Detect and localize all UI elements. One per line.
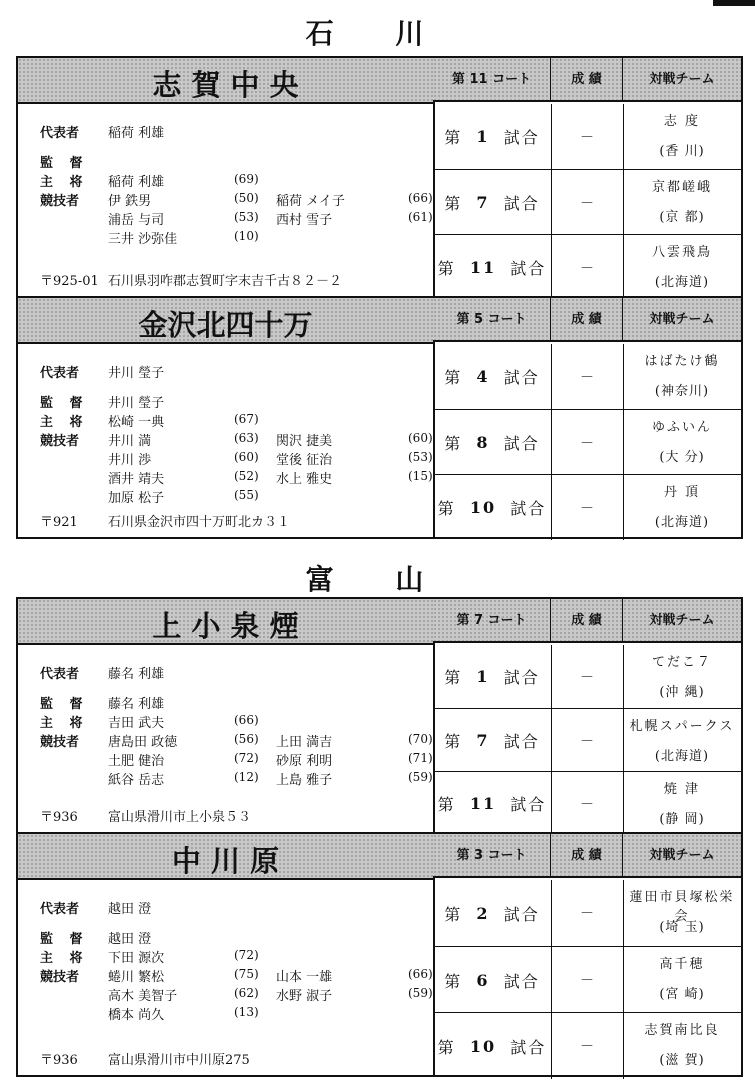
address: 富山県滑川市上小泉５３ <box>108 810 252 825</box>
team-info <box>18 58 435 298</box>
player-age: (53) <box>408 450 433 464</box>
postal-code: 〒936 <box>40 810 78 825</box>
opponent-prefecture: (神奈川) <box>654 384 710 399</box>
player-age: (66) <box>408 191 433 205</box>
match-suffix: 試合 <box>503 971 540 991</box>
team-name-banner <box>18 834 433 880</box>
player-age: (63) <box>234 431 259 445</box>
team-block <box>16 56 743 298</box>
opponent-cell <box>623 709 741 772</box>
match-number <box>433 475 552 540</box>
opponent-prefecture: (滋 賀) <box>659 1053 705 1068</box>
representative-name: 稲荷 利雄 <box>108 126 165 141</box>
player-age: (50) <box>234 191 259 205</box>
player-age: (55) <box>234 488 259 502</box>
players-label: 競技者 <box>40 194 80 209</box>
player-age: (59) <box>408 986 433 1000</box>
match-no: 7 <box>476 193 490 212</box>
representative-name: 井川 瑩子 <box>108 366 165 381</box>
captain-age: (67) <box>234 412 259 426</box>
opponent-prefecture: (埼 玉) <box>659 920 705 935</box>
opponent-header: 対戦チーム <box>623 834 741 878</box>
captain-label: 主 将 <box>40 716 89 731</box>
match-number <box>433 1013 552 1079</box>
captain-age: (72) <box>234 948 259 962</box>
coach-label: 監 督 <box>40 396 89 411</box>
match-number <box>433 645 552 708</box>
opponent-team: 札幌スパークス <box>629 719 735 734</box>
players-label: 競技者 <box>40 735 80 750</box>
court-header: 第 3 コート <box>433 834 551 878</box>
team-name: 中 川 原 <box>171 844 280 878</box>
captain-name: 吉田 武夫 <box>108 716 165 731</box>
postal-code: 〒925-01 <box>40 274 99 289</box>
match-no: 1 <box>476 127 490 146</box>
coach-name: 井川 瑩子 <box>108 396 165 411</box>
captain-name: 松崎 一典 <box>108 415 165 430</box>
captain-name: 稲荷 利雄 <box>108 175 165 190</box>
match-result: － <box>551 645 624 708</box>
match-prefix: 第 <box>444 668 463 687</box>
coach-label: 監 督 <box>40 932 89 947</box>
match-row <box>433 946 741 1013</box>
match-table <box>433 58 741 298</box>
team-name: 上 小 泉 煙 <box>152 609 299 643</box>
player-age: (12) <box>234 770 259 784</box>
match-result: － <box>551 235 624 300</box>
player-name: 井川 満 <box>108 434 152 449</box>
player-name: 唐島田 政徳 <box>108 735 178 750</box>
opponent-prefecture: (沖 縄) <box>659 685 705 700</box>
team-name-banner <box>18 298 433 344</box>
prefecture-heading-ishikawa: 石 川 <box>305 17 450 50</box>
result-header: 成 績 <box>551 834 623 878</box>
coach-name: 越田 澄 <box>108 932 152 947</box>
opponent-cell <box>623 880 741 946</box>
captain-label: 主 将 <box>40 175 89 190</box>
address: 石川県羽咋郡志賀町字末吉千古８２－２ <box>108 274 343 289</box>
match-number <box>433 344 552 409</box>
match-row <box>433 880 741 946</box>
player-name: 堂後 征治 <box>276 453 333 468</box>
match-no: 1 <box>476 667 490 686</box>
team-info <box>18 599 435 834</box>
coach-name: 藤名 利雄 <box>108 697 165 712</box>
team-info <box>18 834 435 1075</box>
player-age: (13) <box>234 1005 259 1019</box>
opponent-team: はばたけ鶴 <box>644 354 720 369</box>
player-name: 浦岳 与司 <box>108 213 165 228</box>
match-no: 2 <box>476 903 490 923</box>
opponent-cell <box>623 344 741 409</box>
match-suffix: 試合 <box>503 668 540 687</box>
match-number <box>433 880 552 946</box>
match-number <box>433 104 552 169</box>
match-result: － <box>551 880 624 946</box>
player-name: 山本 一雄 <box>276 970 333 985</box>
team-name: 金沢北四十万 <box>138 308 313 342</box>
player-name: 上島 雅子 <box>276 773 333 788</box>
match-result: － <box>551 104 624 169</box>
representative-label: 代表者 <box>40 667 80 682</box>
opponent-prefecture: (香 川) <box>659 144 705 159</box>
result-header: 成 績 <box>551 58 623 102</box>
opponent-prefecture: (宮 崎) <box>659 987 705 1002</box>
captain-label: 主 将 <box>40 415 89 430</box>
player-name: 関沢 捷美 <box>276 434 333 449</box>
player-name: 酒井 靖夫 <box>108 472 165 487</box>
player-age: (75) <box>234 967 259 981</box>
match-result: － <box>551 410 624 475</box>
match-prefix: 第 <box>437 1037 456 1057</box>
match-suffix: 試合 <box>510 795 547 814</box>
player-age: (62) <box>234 986 259 1000</box>
match-row <box>433 234 741 300</box>
player-age: (71) <box>408 751 433 765</box>
opponent-team: 京都嵯峨 <box>651 180 712 195</box>
result-header: 成 績 <box>551 599 623 643</box>
opponent-team: 志賀南比良 <box>644 1023 720 1038</box>
address: 石川県金沢市四十万町北カ３１ <box>108 515 291 530</box>
match-suffix: 試合 <box>503 434 540 453</box>
match-number <box>433 947 552 1013</box>
match-result: － <box>551 1013 624 1079</box>
opponent-prefecture: (北海道) <box>654 515 710 530</box>
player-age: (61) <box>408 210 433 224</box>
coach-label: 監 督 <box>40 156 89 171</box>
match-table <box>433 298 741 537</box>
match-suffix: 試合 <box>503 904 540 924</box>
match-suffix: 試合 <box>503 732 540 751</box>
player-age: (56) <box>234 732 259 746</box>
opponent-header: 対戦チーム <box>623 58 741 102</box>
match-suffix: 試合 <box>503 128 540 147</box>
match-suffix: 試合 <box>510 1037 547 1057</box>
match-no: 7 <box>476 731 490 750</box>
opponent-prefecture: (静 岡) <box>659 812 705 827</box>
coach-label: 監 督 <box>40 697 89 712</box>
opponent-cell <box>623 645 741 708</box>
captain-name: 下田 源次 <box>108 951 165 966</box>
captain-label: 主 将 <box>40 951 89 966</box>
player-name: 高木 美智子 <box>108 989 178 1004</box>
match-number <box>433 709 552 772</box>
player-name: 三井 沙弥佳 <box>108 232 178 247</box>
result-header: 成 績 <box>551 298 623 342</box>
team-name-banner <box>18 58 433 104</box>
opponent-header: 対戦チーム <box>623 599 741 643</box>
court-header: 第 7 コート <box>433 599 551 643</box>
address: 富山県滑川市中川原275 <box>108 1053 250 1068</box>
player-name: 水野 淑子 <box>276 989 333 1004</box>
match-no: 10 <box>469 498 497 517</box>
opponent-team: てだこ７ <box>651 655 712 670</box>
match-table <box>433 599 741 834</box>
match-prefix: 第 <box>444 194 463 213</box>
match-row <box>433 104 741 169</box>
court-header: 第 5 コート <box>433 298 551 342</box>
opponent-team: 志 度 <box>663 114 701 129</box>
opponent-team: ゆふいん <box>651 420 712 435</box>
match-number <box>433 410 552 475</box>
match-no: 10 <box>469 1036 497 1056</box>
match-prefix: 第 <box>444 904 463 924</box>
opponent-team: 蓮田市貝塚松栄会 <box>629 890 735 924</box>
match-row <box>433 169 741 235</box>
match-number <box>433 772 552 835</box>
representative-name: 藤名 利雄 <box>108 667 165 682</box>
player-age: (15) <box>408 469 433 483</box>
match-no: 11 <box>469 794 497 813</box>
match-row <box>433 474 741 540</box>
player-name: 上田 満吉 <box>276 735 333 750</box>
match-no: 11 <box>469 258 497 277</box>
player-name: 稲荷 メイ子 <box>276 194 345 209</box>
player-name: 蜷川 繁松 <box>108 970 165 985</box>
opponent-cell <box>623 1013 741 1079</box>
player-name: 井川 渉 <box>108 453 152 468</box>
player-name: 伊 鉄男 <box>108 194 152 209</box>
match-prefix: 第 <box>437 259 456 278</box>
match-prefix: 第 <box>444 732 463 751</box>
opponent-prefecture: (北海道) <box>654 275 710 290</box>
representative-label: 代表者 <box>40 902 80 917</box>
opponent-team: 丹 頂 <box>663 485 701 500</box>
match-suffix: 試合 <box>503 194 540 213</box>
opponent-cell <box>623 235 741 300</box>
opponent-prefecture: (北海道) <box>654 749 710 764</box>
opponent-cell <box>623 170 741 235</box>
opponent-cell <box>623 475 741 540</box>
corner-mark <box>713 0 755 6</box>
player-age: (52) <box>234 469 259 483</box>
match-result: － <box>551 772 624 835</box>
player-age: (53) <box>234 210 259 224</box>
match-row <box>433 645 741 708</box>
player-name: 加原 松子 <box>108 491 165 506</box>
players-label: 競技者 <box>40 970 80 985</box>
team-block <box>16 296 743 539</box>
match-result: － <box>551 475 624 540</box>
postal-code: 〒921 <box>40 515 78 530</box>
player-age: (70) <box>408 732 433 746</box>
match-prefix: 第 <box>437 499 456 518</box>
players-label: 競技者 <box>40 434 80 449</box>
opponent-cell <box>623 947 741 1013</box>
match-result: － <box>551 170 624 235</box>
opponent-cell <box>623 410 741 475</box>
player-age: (66) <box>408 967 433 981</box>
match-row <box>433 1012 741 1079</box>
opponent-team: 焼 津 <box>663 782 701 797</box>
opponent-team: 高千穂 <box>659 957 705 972</box>
match-prefix: 第 <box>444 434 463 453</box>
player-age: (72) <box>234 751 259 765</box>
match-prefix: 第 <box>444 128 463 147</box>
match-suffix: 試合 <box>510 499 547 518</box>
match-number <box>433 170 552 235</box>
player-name: 橋本 尚久 <box>108 1008 165 1023</box>
opponent-team: 八雲飛鳥 <box>651 245 712 260</box>
player-age: (60) <box>234 450 259 464</box>
captain-age: (66) <box>234 713 259 727</box>
team-name: 志 賀 中 央 <box>152 68 299 102</box>
opponent-cell <box>623 772 741 835</box>
match-row <box>433 409 741 475</box>
match-suffix: 試合 <box>503 368 540 387</box>
representative-label: 代表者 <box>40 366 80 381</box>
prefecture-heading-toyama: 富 山 <box>305 563 450 596</box>
opponent-prefecture: (大 分) <box>659 450 705 465</box>
player-name: 土肥 健治 <box>108 754 165 769</box>
match-table <box>433 834 741 1075</box>
match-no: 8 <box>476 433 490 452</box>
match-no: 4 <box>476 367 490 386</box>
match-result: － <box>551 709 624 772</box>
match-number <box>433 235 552 300</box>
match-prefix: 第 <box>444 971 463 991</box>
match-result: － <box>551 344 624 409</box>
match-suffix: 試合 <box>510 259 547 278</box>
match-no: 6 <box>476 970 490 990</box>
match-row <box>433 771 741 835</box>
team-block <box>16 597 743 834</box>
opponent-header: 対戦チーム <box>623 298 741 342</box>
player-age: (10) <box>234 229 259 243</box>
opponent-prefecture: (京 都) <box>659 210 705 225</box>
match-row <box>433 344 741 409</box>
court-header: 第 11 コート <box>433 58 551 102</box>
player-name: 西村 雪子 <box>276 213 333 228</box>
team-block <box>16 832 743 1077</box>
team-info <box>18 298 435 537</box>
player-name: 水上 雅史 <box>276 472 333 487</box>
match-row <box>433 708 741 772</box>
representative-label: 代表者 <box>40 126 80 141</box>
postal-code: 〒936 <box>40 1053 78 1068</box>
player-name: 紙谷 岳志 <box>108 773 165 788</box>
captain-age: (69) <box>234 172 259 186</box>
match-prefix: 第 <box>437 795 456 814</box>
match-result: － <box>551 947 624 1013</box>
opponent-cell <box>623 104 741 169</box>
team-name-banner <box>18 599 433 645</box>
player-name: 砂原 利明 <box>276 754 333 769</box>
player-age: (60) <box>408 431 433 445</box>
player-age: (59) <box>408 770 433 784</box>
representative-name: 越田 澄 <box>108 902 152 917</box>
match-prefix: 第 <box>444 368 463 387</box>
